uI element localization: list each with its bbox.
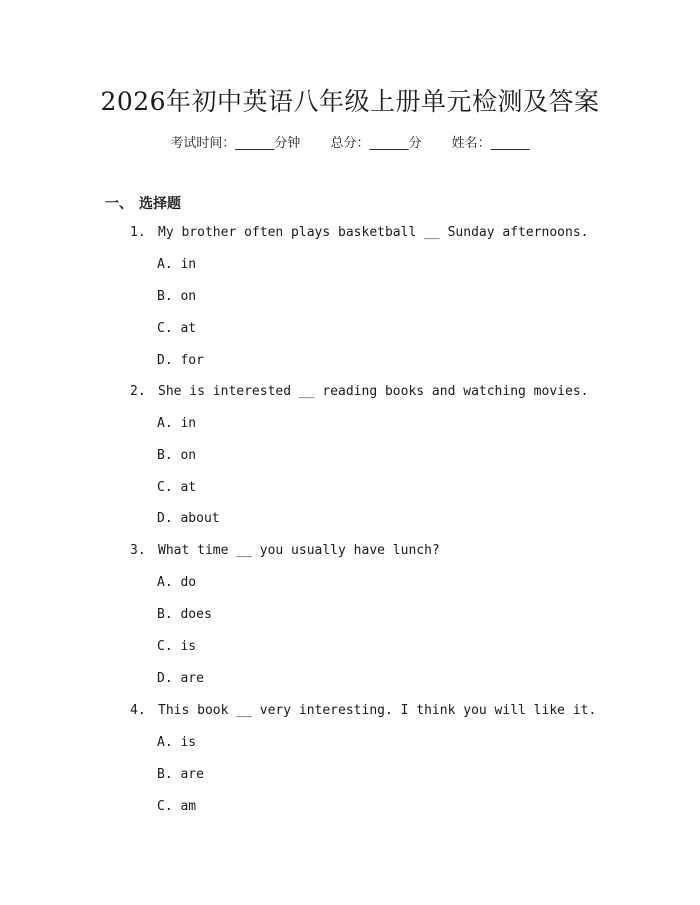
option-1d: D. for	[157, 353, 204, 368]
question-number: 4.	[130, 703, 146, 718]
question-number: 1.	[130, 225, 146, 240]
option-2c: C. at	[157, 480, 197, 495]
option-2d: D. about	[157, 511, 220, 526]
question-text: This book __ very interesting. I think you will like it.	[158, 703, 597, 718]
option-3d: D. are	[157, 671, 204, 686]
option-2a: A. in	[157, 416, 197, 431]
section-title: 选择题	[139, 196, 181, 212]
question-number: 3.	[130, 543, 146, 558]
total-score-field: 总分：______分	[330, 136, 422, 151]
option-4a: A. is	[157, 735, 197, 750]
question-3	[130, 543, 670, 561]
question-text: My brother often plays basketball __ Sunday afternoons.	[158, 225, 589, 240]
exam-meta	[0, 132, 700, 151]
section-heading	[105, 193, 181, 213]
option-3c: C. is	[157, 639, 197, 654]
option-4b: B. are	[157, 767, 204, 782]
question-2	[130, 384, 670, 402]
option-4c: C. am	[157, 799, 197, 814]
section-number: 一、	[105, 196, 133, 212]
question-1	[130, 225, 670, 243]
document-title: 2026年初中英语八年级上册单元检测及答案	[100, 87, 600, 116]
option-1b: B. on	[157, 289, 197, 304]
option-3a: A. do	[157, 575, 197, 590]
option-1a: A. in	[157, 257, 197, 272]
option-3b: B. does	[157, 607, 212, 622]
question-number: 2.	[130, 384, 146, 399]
option-2b: B. on	[157, 448, 197, 463]
exam-time-field: 考试时间：______分钟	[170, 136, 301, 151]
option-1c: C. at	[157, 321, 197, 336]
question-text: What time __ you usually have lunch?	[158, 543, 440, 558]
question-4	[130, 703, 670, 721]
question-text: She is interested __ reading books and watching movies.	[158, 384, 589, 399]
name-field: 姓名：______	[451, 136, 530, 151]
